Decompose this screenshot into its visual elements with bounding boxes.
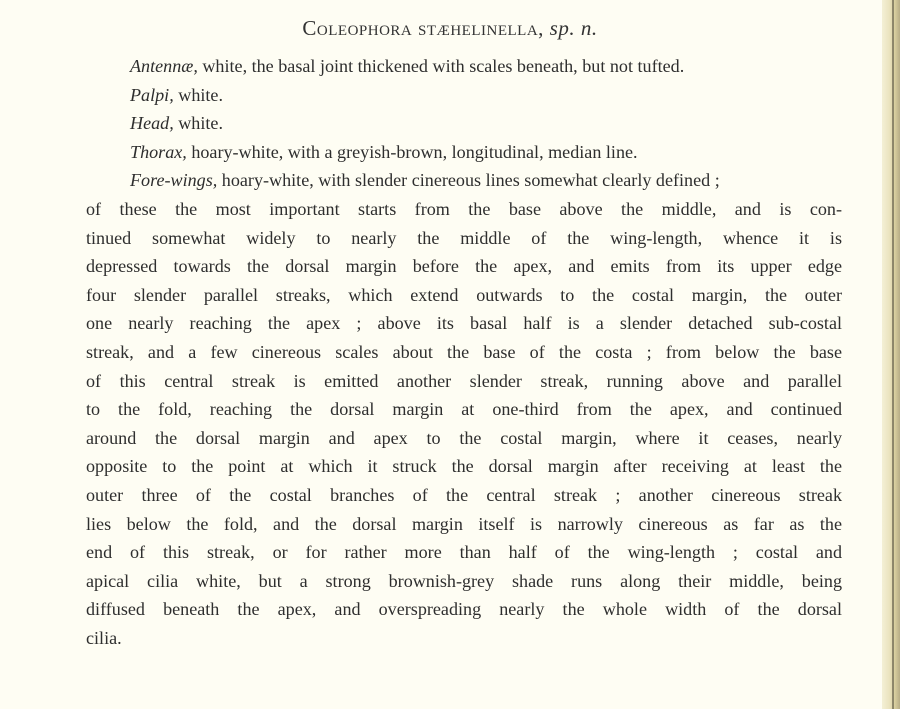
entry-text: hoary-white, with slender cinereous lines somewhat clearly defined ; (217, 170, 720, 191)
entry-text: white, the basal joint thickened with scales beneath, but not tufted. (197, 56, 685, 76)
paragraph-line: of this central streak is emitted another slender streak, running above and parallel (86, 370, 842, 391)
paragraph-line: apical cilia white, but a strong brownish-grey shade runs along their middle, being (86, 570, 842, 591)
entry-term: Antennæ, (130, 56, 198, 76)
paragraph-last-line: cilia. (86, 627, 122, 648)
species-name: stæhelinella, (418, 16, 544, 40)
paragraph-line: depressed towards the dorsal margin before the apex, and emits from its upper edge (86, 256, 842, 277)
page-edge (882, 0, 900, 709)
species-suffix: sp. n. (549, 16, 598, 40)
entry-palpi (86, 81, 842, 110)
entry-term: Thorax, (130, 141, 187, 162)
entry-text: white. (173, 84, 223, 105)
entry-text: white. (173, 113, 223, 134)
entry-thorax (86, 138, 842, 167)
entry-term: Palpi, (130, 84, 174, 105)
entry-antennae (86, 52, 842, 81)
paragraph-line: diffused beneath the apex, and overspreading nearly the whole width of the dorsal (86, 599, 842, 620)
entry-forewings (86, 166, 842, 195)
paragraph-line: opposite to the point at which it struck the dorsal margin after receiving at least the (86, 456, 842, 477)
paragraph-line: streak, and a few cinereous scales about the base of the costa ; from below the base (86, 341, 842, 362)
paragraph-line: around the dorsal margin and apex to the costal margin, where it ceases, nearly (86, 427, 842, 448)
entry-text: hoary-white, with a greyish-brown, longitudinal, median line. (186, 141, 638, 162)
species-heading (0, 16, 900, 41)
paragraph-line: lies below the fold, and the dorsal margin itself is narrowly cinereous as far as the (86, 513, 842, 534)
paragraph-line: tinued somewhat widely to nearly the middle of the wing-length, whence it is (86, 227, 842, 248)
entry-term: Head, (130, 113, 174, 134)
description-body (86, 52, 842, 652)
paragraph-line: to the fold, reaching the dorsal margin at one-third from the apex, and continued (86, 399, 842, 420)
entry-head (86, 109, 842, 138)
paragraph-line: end of this streak, or for rather more than half of the wing-length ; costal and (86, 542, 842, 563)
paragraph-line: one nearly reaching the apex ; above its basal half is a slender detached sub-costal (86, 313, 842, 334)
binding-rule (892, 0, 894, 709)
genus-name: Coleophora (302, 16, 413, 40)
paragraph-line: outer three of the costal branches of the central streak ; another cinereous streak (86, 484, 842, 505)
entry-term: Fore-wings, (130, 170, 218, 191)
paragraph-line: of these the most important starts from the base above the middle, and is con- (86, 198, 842, 219)
paragraph-line: four slender parallel streaks, which extend outwards to the costal margin, the outer (86, 284, 842, 305)
